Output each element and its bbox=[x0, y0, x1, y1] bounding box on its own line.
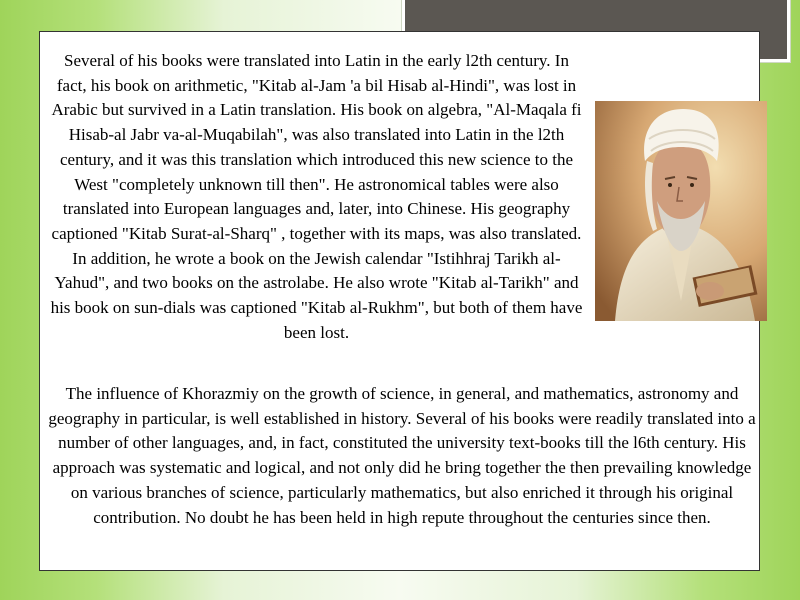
paragraph-translations: Several of his books were translated into Latin in the early l2th century. In fact, his book on arithmetic, "Kitab al-Jam 'a bil Hisab al-Hindi", was lost in Arabic but survived in a Latin translation. His book on algebra, "Al-Maqala fi Hisab-al Jabr va-al-Muqabilah", was also translated into Latin in the l2th century, and it was this translation which introduced this new science to the West "completely unknown till then". He astronomical tables were also translated into European languages and, later, into Chinese. His geography captioned "Kitab Surat-al-Sharq" , together with its maps, was also translated. In addition, he wrote a book on the Jewish calendar "Istihhraj Tarikh al-Yahud", and two books on the astrolabe. He also wrote "Kitab al-Tarikh" and his book on sun-dials was captioned "Kitab al-Rukhm", but both of them have been lost. bbox=[50, 51, 583, 342]
content-panel bbox=[39, 31, 760, 571]
paragraph-influence: The influence of Khorazmiy on the growth of science, in general, and mathematics, astronomy and geography in particular, is well established in history. Several of his books were readily translated into a number of other languages, and, in fact, constituted the university text-books till the l6th century. His approach was systematic and logical, and not only did he bring together the then prevailing knowledge on various branches of science, particularly mathematics, but also enriched it through his original contribution. No doubt he has been held in high repute throughout the centuries since then. bbox=[48, 384, 756, 527]
portrait-image bbox=[595, 101, 767, 321]
